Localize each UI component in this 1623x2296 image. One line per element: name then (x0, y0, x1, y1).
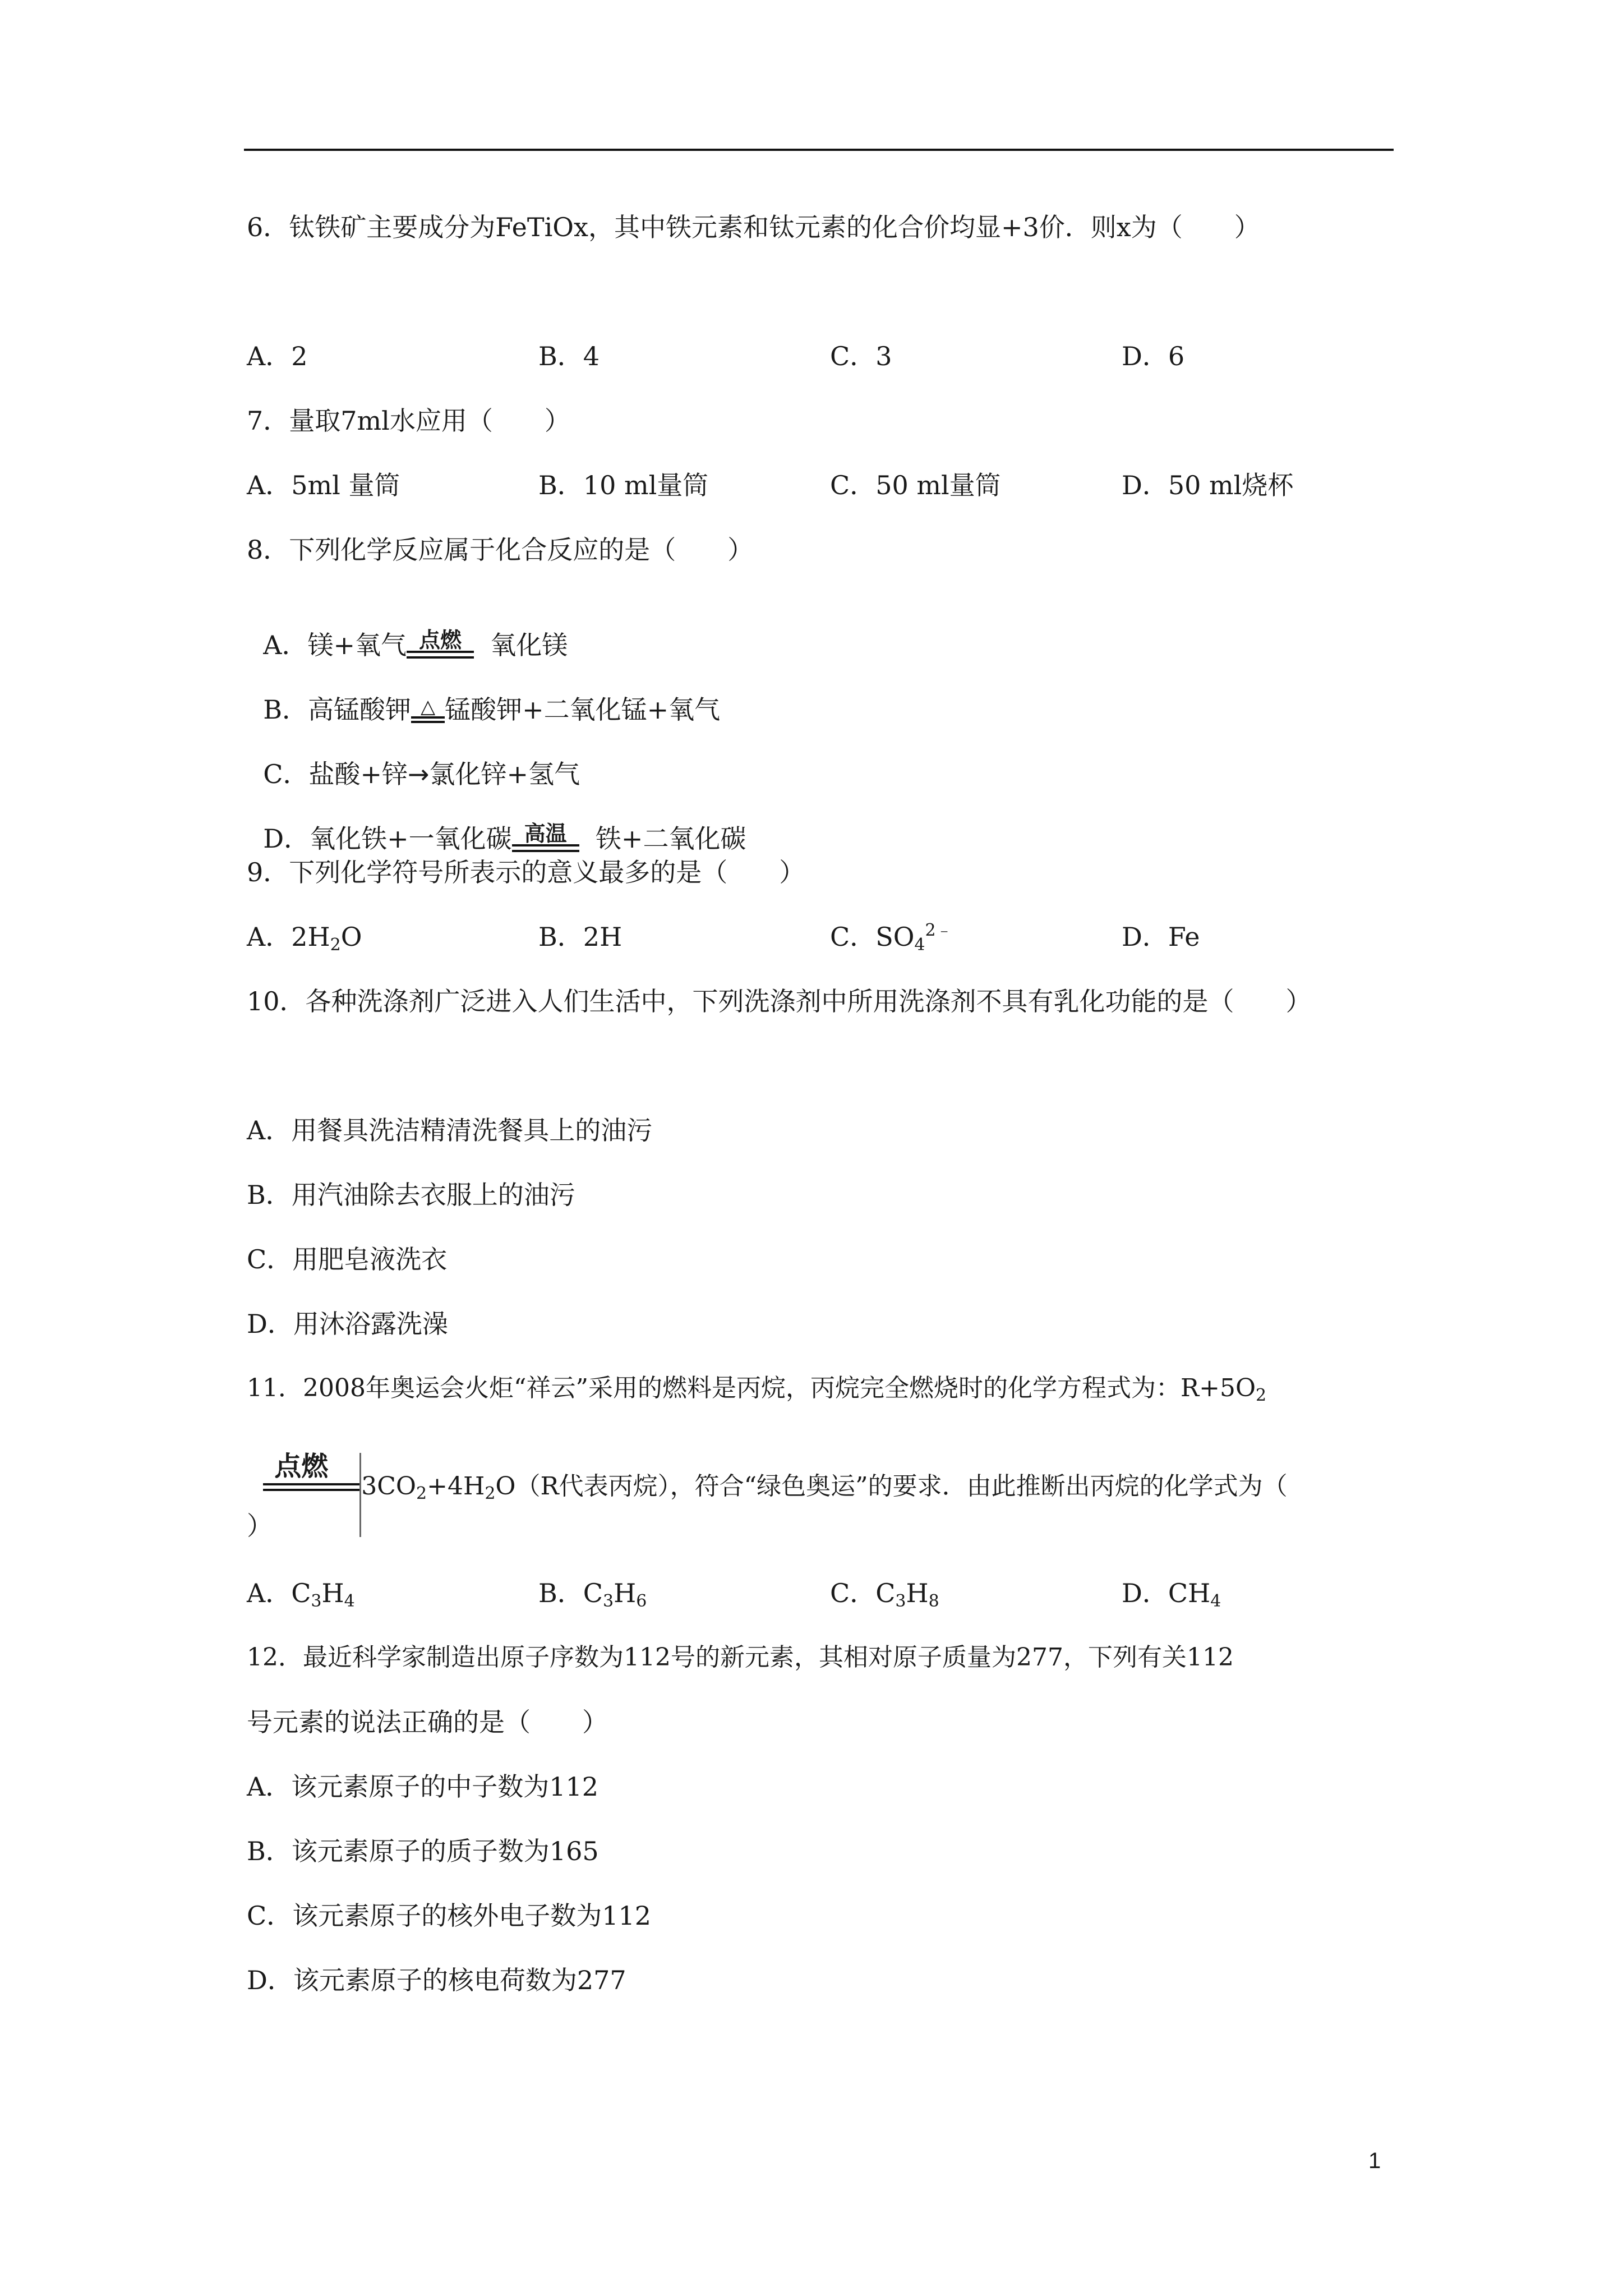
q11-option-d: D．$CH_4$ (1122, 1578, 1221, 1611)
q6-option-b: B．4 (538, 341, 600, 371)
q8-d-reactants: D．氧化铁+一氧化碳 (263, 823, 512, 854)
q12-option-c: C．该元素原子的核外电子数为112 (247, 1901, 651, 1931)
q9-option-a: A．$2H_2O$ (247, 922, 362, 955)
q12-option-d: D．该元素原子的核电荷数为277 (247, 1965, 626, 1995)
q10-option-d: D．用沐浴露洗澡 (247, 1309, 448, 1339)
right-arrow-icon: → (408, 759, 430, 789)
q8-c-products: 氯化锌+氢气 (429, 759, 580, 789)
q8-d-products: 铁+二氧化碳 (579, 823, 746, 854)
q7-option-a: A．5ml 量筒 (247, 470, 400, 500)
q7-option-d: D．50 ml烧杯 (1122, 470, 1294, 500)
q8-b-reactants: B．高锰酸钾 (263, 694, 412, 725)
page-number: 1 (1368, 2148, 1381, 2173)
q10-option-b: B．用汽油除去衣服上的油污 (247, 1180, 575, 1210)
q7-stem: 7．量取7ml水应用（ ） (247, 406, 570, 436)
q6-option-a: A．2 (247, 341, 308, 371)
q11-stem-line2: 点燃 $3CO_2+4H_2O(R$代表丙烷），符合“绿色奥运”的要求．由此推断出丙烷的化学式为（ (247, 1419, 1288, 1537)
condition-label: 高温 (524, 821, 567, 846)
q10-option-c: C．用肥皂液洗衣 (247, 1244, 448, 1274)
q8-stem: 8．下列化学反应属于化合反应的是（ ） (247, 535, 754, 565)
q7-option-c: C．50 ml量筒 (830, 470, 1001, 500)
q10-stem: 10．各种洗涤剂广泛进入人们生活中，下列洗涤剂中所用洗涤剂不具有乳化功能的是（ ） (247, 986, 1312, 1016)
q12-stem-line1: 12．最近科学家制造出原子序数为112号的新元素，其相对原子质量为277，下列有关112 (247, 1643, 1234, 1672)
q8-a-reactants: A．镁+氧气 (263, 630, 407, 660)
condition-label: 点燃 (419, 628, 462, 652)
header-rule (244, 149, 1394, 151)
q12-stem-line2: 号元素的说法正确的是（ ） (247, 1707, 608, 1737)
q8-option-b (247, 659, 720, 726)
reaction-condition-arrow (512, 823, 579, 852)
q6-stem: 6．钛铁矿主要成分为FeTiOx，其中铁元素和钛元素的化合价均显+3价．则x为（ ） (247, 212, 1260, 242)
q10-option-a: A．用餐具洗洁精清洗餐具上的油污 (247, 1115, 653, 1145)
q8-option-a (247, 595, 568, 662)
reaction-condition-arrow (263, 1453, 361, 1537)
q8-option-d (247, 788, 746, 855)
q11-stem-line1: 11．2008年奥运会火炬“祥云”采用的燃料是丙烷，丙烷完全燃烧时的化学方程式为：$R+5O_2$ (247, 1374, 1267, 1405)
q7-option-b: B．10 ml量筒 (538, 470, 709, 500)
q9-stem: 9．下列化学符号所表示的意义最多的是（ ） (247, 857, 805, 887)
condition-label: 点燃 (274, 1451, 329, 1482)
q8-a-products: 氧化镁 (474, 630, 568, 660)
q12-option-b: B．该元素原子的质子数为165 (247, 1836, 599, 1866)
q8-c-reactants: C．盐酸+锌 (263, 759, 408, 789)
q11-option-a: A．$C_3H_4$ (247, 1578, 355, 1611)
q11-option-b: B．$C_3H_6$ (538, 1578, 647, 1611)
q9-option-c: C．$SO_4^{2﹣}$ (830, 921, 953, 955)
q6-option-c: C．3 (830, 341, 892, 371)
q11-option-c: C．$C_3H_8$ (830, 1578, 939, 1611)
reaction-condition-arrow (407, 629, 474, 659)
q11-stem-line3: ） (247, 1511, 273, 1541)
q8-b-products: 锰酸钾+二氧化锰+氧气 (445, 694, 721, 725)
q9-option-b: B．2H (538, 922, 623, 952)
reaction-condition-arrow (411, 697, 445, 723)
q9-option-d: D．Fe (1122, 922, 1200, 952)
q12-option-a: A．该元素原子的中子数为112 (247, 1772, 599, 1802)
q6-option-d: D．6 (1122, 341, 1185, 371)
heat-triangle-icon: △ (420, 696, 436, 718)
q8-option-c (247, 724, 580, 791)
